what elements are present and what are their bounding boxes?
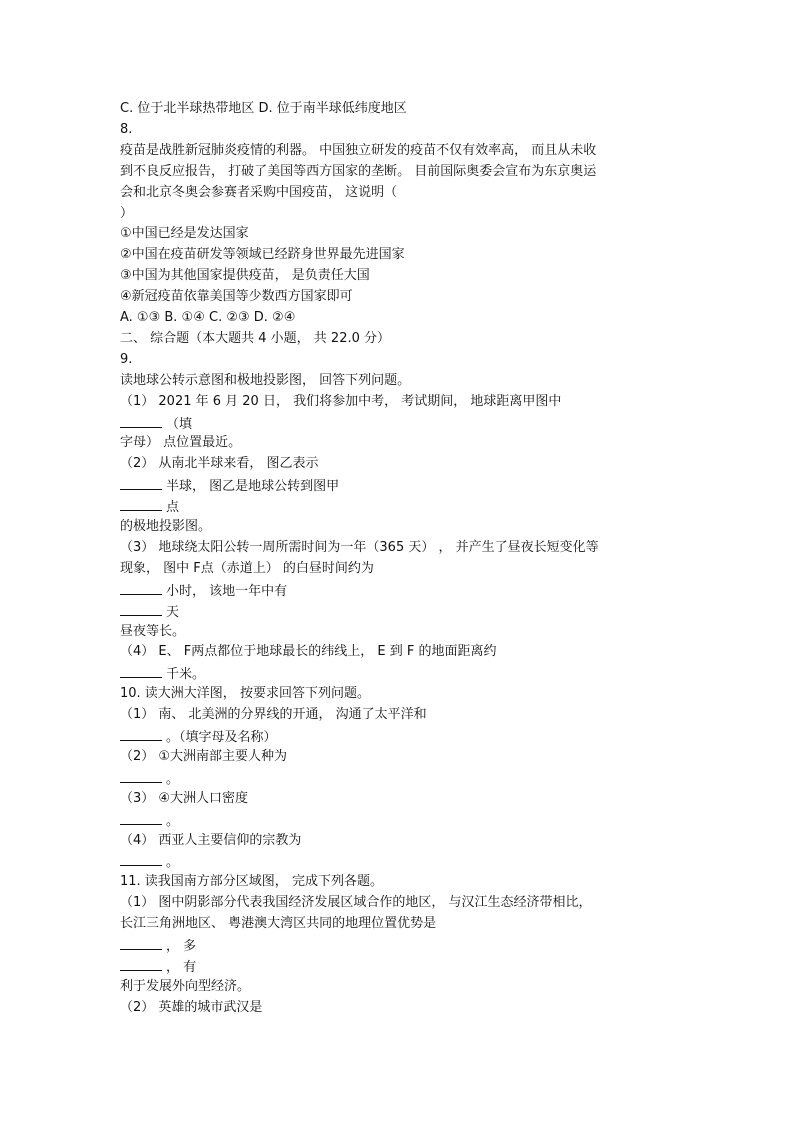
line-text: A. ①③ B. ①④ C. ②③ D. ②④ [120, 310, 296, 325]
text-line [120, 226, 249, 242]
line-text: （2） 从南北半球来看， 图乙表示 [120, 456, 319, 472]
line-text: 的极地投影图。 [120, 519, 212, 534]
answer-blank[interactable] [120, 728, 162, 741]
line-text: ④新冠疫苗依靠美国等少数西方国家即可 [120, 289, 353, 305]
text-line [120, 833, 301, 849]
line-text: 。 [166, 855, 180, 871]
text-line [120, 874, 383, 890]
answer-blank[interactable] [120, 937, 162, 950]
line-text: ） [120, 205, 134, 221]
text-line [120, 435, 241, 451]
line-text: （1） 图中阴影部分代表我国经济发展区域合作的地区， 与汉江生态经济带相比， [120, 895, 592, 911]
line-text: 字母） 点位置最近。 [120, 435, 242, 451]
text-line [120, 101, 407, 117]
line-text: 长江三角洲地区、 粤港澳大湾区共同的地理位置优势是 [120, 916, 437, 932]
text-line [120, 624, 185, 640]
answer-blank[interactable] [120, 665, 162, 678]
line-text: （填 [166, 416, 193, 432]
text-line [120, 519, 211, 535]
text-line [120, 143, 596, 159]
line-text: 点 [166, 500, 180, 516]
line-text: （4） 西亚人主要信仰的宗教为 [120, 832, 302, 848]
text-line [120, 415, 192, 433]
line-text: （4） E、 F两点都位于地球最长的纬线上， E 到 F 的地面距离约 [120, 644, 497, 660]
line-text: （2） ①大洲南部主要人种为 [120, 748, 288, 764]
text-line [120, 582, 287, 600]
answer-blank[interactable] [120, 770, 162, 783]
line-text: 小时， 该地一年中有 [166, 583, 288, 599]
text-line [120, 728, 277, 746]
text-line [120, 185, 397, 201]
line-text: ③中国为其他国家提供疫苗， 是负责任大国 [120, 268, 370, 284]
answer-blank[interactable] [120, 853, 162, 866]
line-text: （2） 英雄的城市武汉是 [120, 999, 263, 1015]
text-line [120, 937, 196, 955]
line-text: 昼夜等长。 [120, 623, 186, 639]
line-text: 8. [120, 121, 133, 137]
line-text: ， 有 [166, 959, 197, 975]
text-line [120, 770, 179, 788]
text-line [120, 749, 287, 765]
text-line [120, 331, 390, 347]
line-text: C. 位于北半球热带地区 D. 位于南半球低纬度地区 [120, 101, 407, 116]
line-text: 利于发展外向型经济。 [120, 978, 251, 994]
text-line [120, 456, 319, 472]
answer-blank[interactable] [120, 415, 162, 428]
line-text: ， 多 [166, 939, 197, 954]
line-text: 。（填字母及名称） [166, 730, 277, 745]
line-text: ①中国已经是发达国家 [120, 226, 249, 242]
text-line [120, 1000, 262, 1016]
text-line [120, 895, 592, 911]
text-line [120, 268, 370, 284]
line-text: 天 [166, 604, 180, 620]
answer-blank[interactable] [120, 498, 162, 511]
text-line [120, 916, 436, 932]
text-line [120, 665, 205, 683]
text-line [120, 707, 427, 723]
text-line [120, 979, 250, 995]
text-line [120, 812, 179, 830]
line-text: 千米。 [166, 667, 206, 683]
line-text: 10. 读大洲大洋图， 按要求回答下列问题。 [120, 686, 370, 702]
answer-blank[interactable] [120, 477, 162, 490]
line-text: 。 [166, 813, 180, 829]
text-line [120, 498, 179, 516]
line-text: 9. [120, 351, 133, 367]
text-line [120, 122, 132, 138]
text-line [120, 853, 179, 871]
line-text: 到不良反应报告， 打破了美国等西方国家的垄断。 目前国际奥委会宣布为东京奥运 [120, 163, 597, 179]
text-line [120, 310, 295, 326]
text-line [120, 477, 339, 495]
text-line [120, 603, 179, 621]
line-text: ②中国在疫苗研发等领域已经跻身世界最先进国家 [120, 247, 405, 263]
line-text: （3） ④大洲人口密度 [120, 790, 249, 806]
text-line [120, 206, 133, 222]
text-line [120, 686, 370, 702]
line-text: 半球， 图乙是地球公转到图甲 [166, 479, 340, 495]
text-line [120, 352, 132, 368]
answer-blank[interactable] [120, 958, 162, 971]
line-text: 11. 读我国南方部分区域图， 完成下列各题。 [120, 874, 383, 890]
text-line [120, 958, 196, 976]
line-text: （1） 2021 年 6 月 20 日， 我们将参加中考， 考试期间， 地球距离甲图中 [120, 393, 562, 409]
line-text: 会和北京冬奥会参赛者采购中国疫苗， 这说明（ [120, 184, 398, 200]
text-line [120, 247, 405, 263]
answer-blank[interactable] [120, 812, 162, 825]
text-line [120, 791, 248, 807]
text-line [120, 164, 596, 180]
line-text: 疫苗是战胜新冠肺炎疫情的利器。 中国独立研发的疫苗不仅有效率高， 而且从未收 [120, 142, 597, 158]
line-text: 读地球公转示意图和极地投影图， 回答下列问题。 [120, 372, 411, 388]
text-line [120, 561, 374, 577]
text-line [120, 394, 561, 410]
line-text: 。 [166, 771, 180, 787]
text-line [120, 289, 353, 305]
text-line [120, 540, 599, 556]
text-line [120, 373, 410, 389]
line-text: 现象， 图中 F点（赤道上） 的白昼时间约为 [120, 560, 374, 576]
line-text: （3） 地球绕太阳公转一周所需时间为一年（365 天） ， 并产生了昼夜长短变化等 [120, 539, 599, 555]
answer-blank[interactable] [120, 582, 162, 595]
text-line [120, 644, 496, 660]
answer-blank[interactable] [120, 603, 162, 616]
line-text: 二、 综合题（本大题共 4 小题， 共 22.0 分） [120, 330, 391, 346]
line-text: （1） 南、 北美洲的分界线的开通， 沟通了太平洋和 [120, 707, 427, 723]
